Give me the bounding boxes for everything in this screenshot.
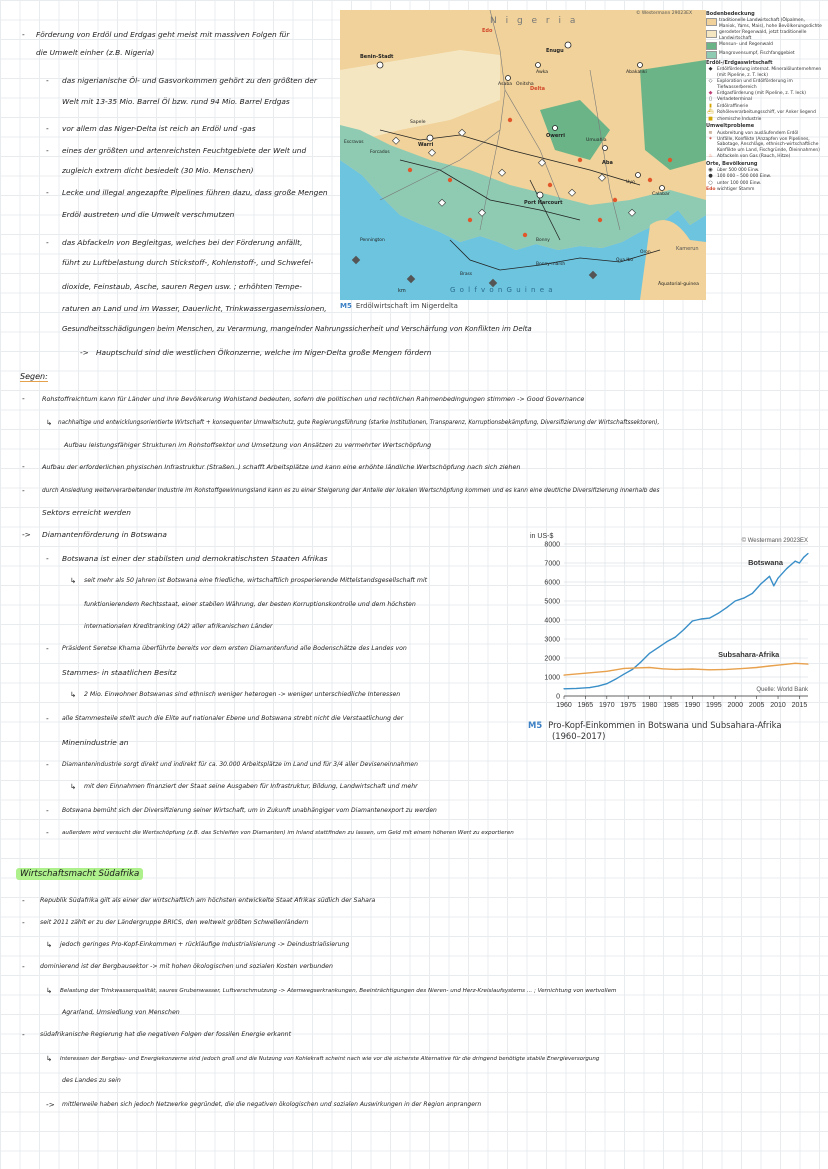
note-line: mittlerweile haben sich jedoch Netzwerke gegründet, die die negativen ökologischen und sozialen Auswirkungen in der Region anprangern (62, 1101, 482, 1108)
map-place-label: Forcados (370, 150, 390, 155)
bullet: - (46, 828, 49, 837)
x-tick-label: 1995 (706, 702, 722, 709)
income-chart (528, 530, 818, 720)
note-line: seit mehr als 50 Jahren ist Botswana eine friedliche, wirtschaftlich prosperierende Mittelstandsgesellschaft mit (84, 577, 428, 584)
legend-row (706, 168, 822, 173)
data-point (709, 618, 710, 619)
gas-icon: ◆ (708, 90, 713, 97)
note-line: durch Ansiedlung weiterverarbeitender Industrie im Rohstoffgewinnungsland kann es zu einer Steigerung der Anteile der lokalen Wertschöpfung kommen und es kann eine deutliche Diversifizierung innerhalb des (42, 488, 660, 494)
map-place-label: Bonny-marsh (536, 262, 566, 267)
y-tick-label: 3000 (544, 636, 560, 644)
hook: ↳ (70, 782, 77, 791)
map-place-label: Sapele (410, 120, 426, 125)
data-point (773, 585, 774, 586)
data-point (692, 620, 693, 621)
x-tick-label: 1990 (684, 702, 701, 709)
data-point (576, 688, 577, 689)
note-line: seit 2011 zählt er zu der Ländergruppe BRICS, den weltweit größten Schwellenländern (40, 919, 309, 926)
map-legend (706, 10, 822, 300)
series-label-botswana: Botswana (748, 557, 783, 567)
y-tick-label: 0 (556, 693, 560, 701)
note-line: Minenindustrie an (62, 738, 129, 747)
data-point (743, 668, 744, 669)
data-point (769, 576, 770, 577)
data-point (632, 669, 633, 670)
legend-row (706, 137, 822, 153)
flare-icon: ♨ (708, 153, 713, 160)
legend-title-places: Orte, Bevölkerung (706, 160, 758, 167)
y-tick-label: 4000 (544, 617, 560, 625)
data-point (735, 600, 736, 601)
note-line: Interessen der Bergbau- und Energiekonzerne sind jedoch groß und die Nutzung von Kohlekraft scheint nach wie vor die sicherste Alternative für die dringend benötigte stabile Energieversorgung (60, 1056, 600, 1062)
data-point (769, 665, 770, 666)
data-point (675, 669, 676, 670)
legend-title-land: Bodenbedeckung (706, 11, 755, 17)
swatch-forest (706, 42, 717, 50)
swatch-cleared (706, 30, 717, 38)
note-line: das Abfackeln von Begleitgas, welches bei der Förderung anfällt, (62, 238, 303, 247)
hook: ↳ (70, 690, 77, 699)
city-medium-icon: ● (708, 173, 713, 180)
x-tick-label: 2015 (791, 702, 808, 709)
note-line: Erdöl austreten und die Umwelt verschmutzen (62, 210, 235, 219)
income-chart-svg (528, 530, 818, 720)
x-tick-label: 1960 (556, 702, 572, 709)
note-line: Sektors erreicht werden (42, 508, 131, 517)
arrow: -> (22, 530, 31, 539)
data-point (683, 629, 684, 630)
legend-label: traditionelle Landwirtschaft (Ölpalmen, Maniok, Yams, Mais), hohe Bevölkerungsdichte (719, 18, 822, 29)
data-point (718, 613, 719, 614)
note-line: alle Stammesteile stellt auch die Elite auf nationaler Ebene und Botswana strebt nicht die Verstaatlichung der (62, 715, 404, 722)
note-line: mit den Einnahmen finanziert der Staat seine Ausgaben für Infrastruktur, Bildung, Landwirtschaft und mehr (84, 783, 418, 790)
bullet: - (46, 238, 49, 247)
note-line: südafrikanische Regierung hat die negativen Folgen der fossilen Energie erkannt (40, 1031, 292, 1038)
data-point (786, 568, 787, 569)
note-line: Präsident Seretse Khama überführte bereits vor dem ersten Diamantenfund alle Bodenschätze des Landes von (62, 645, 407, 652)
hook: ↳ (46, 418, 53, 427)
y-tick-label: 7000 (544, 560, 560, 568)
x-tick-label: 1975 (620, 702, 636, 709)
map-place-label: Benin-Stadt (360, 54, 394, 60)
legend-label: Ausbreitung von ausläufendem Erdöl (717, 130, 799, 136)
note-line: funktionierendem Rechtsstaat, einer stabilen Währung, der besten Korruptionskontrolle und dem höchsten (84, 601, 416, 608)
bullet: - (22, 896, 25, 905)
note-line: Stammes- in staatlichen Besitz (62, 668, 177, 677)
data-point (756, 667, 757, 668)
note-line: Botswana ist einer der stabilsten und demokratischsten Staaten Afrikas (62, 554, 328, 563)
arrow: -> (46, 1100, 55, 1109)
legend-row (706, 67, 822, 78)
bullet: - (22, 918, 25, 927)
data-point (623, 668, 624, 669)
note-line: raturen an Land und im Wasser, Dauerlicht, Trinkwassergasemissionen, (62, 304, 327, 313)
map-tribe-label: Delta (530, 86, 546, 92)
map-caption-text: Erdölwirtschaft im Nigerdelta (355, 302, 458, 310)
series-label-subsahara: Subsahara-Afrika (718, 650, 780, 660)
chart-caption-line2: (1960–2017) (552, 731, 606, 741)
x-tick-label: 2005 (748, 702, 765, 709)
y-axis-label: in US-$ (530, 533, 554, 540)
legend-label: 100 000 – 500 000 Einw. (717, 174, 772, 180)
note-line: Botswana bemüht sich der Diversifizierung seiner Wirtschaft, um in Zukunft unabhängiger vom Diamantenexport zu werden (62, 807, 437, 814)
data-point (795, 663, 796, 664)
data-point (700, 618, 701, 619)
swatch-mangrove (706, 51, 717, 59)
note-line: Aufbau der erforderlichen physischen Infrastruktur (Straßen..) schafft Arbeitsplätze und kann eine erhöhte ländliche Wertschöpfung nach sich ziehen (42, 463, 521, 471)
map-place-label: Escravos (344, 140, 364, 145)
note-line: Hauptschuld sind die westlichen Ölkonzerne, welche im Niger-Delta große Mengen fördern (96, 348, 432, 357)
data-point (807, 553, 808, 554)
chart-copyright: © Westermann 29023EX (741, 538, 808, 544)
map-place-label: Uyo (626, 180, 635, 185)
bullet: - (46, 188, 49, 197)
data-point (726, 607, 727, 608)
note-line: internationalen Kreditranking (A2) aller afrikanischen Länder (84, 623, 273, 630)
oil-spill-icon: ≋ (708, 129, 713, 136)
hook: ↳ (46, 986, 53, 995)
data-point (675, 637, 676, 638)
data-point (726, 669, 727, 670)
legend-row (706, 97, 822, 102)
legend-label: Rohöleverarbeitungsschiff, vor Anker liegend (717, 110, 816, 116)
legend-row (706, 181, 822, 186)
x-tick-label: 1980 (641, 702, 658, 709)
note-line: vor allem das Niger-Delta ist reich an Erdöl und -gas (62, 124, 256, 133)
data-point (662, 668, 663, 669)
legend-row (706, 154, 822, 159)
x-tick-label: 1970 (599, 702, 615, 709)
y-tick-label: 5000 (544, 598, 560, 606)
legend-label: Exploration und Erdölförderung im Tiefwasserbereich (717, 79, 793, 90)
y-tick-label: 1000 (544, 674, 560, 682)
y-tick-label: 8000 (544, 541, 560, 549)
map-sea-label: G o l f v o n G u i n e a (450, 286, 554, 294)
swatch-agri (706, 18, 717, 26)
legend-row (706, 18, 822, 29)
data-point (585, 673, 586, 674)
data-point (623, 674, 624, 675)
legend-row (706, 117, 822, 122)
note-line: Diamantenförderung in Botswana (42, 530, 167, 539)
note-line: die Umwelt einher (z.B. Nigeria) (36, 48, 155, 57)
tribe-key: Edo (706, 187, 716, 193)
legend-label: Abfackeln von Gas (Rauch, Hitze) (717, 154, 791, 160)
arrow: -> (80, 348, 89, 357)
ship-icon: ⛴ (707, 109, 714, 116)
legend-label: wichtiger Stamm (717, 187, 755, 193)
legend-row (706, 51, 822, 59)
note-line: außerdem wird versucht die Wertschöpfung (z.B. das Schleifen von Diamanten) im Inland stattfinden zu lassen, um Geld mit einem höheren Wert zu exportieren (62, 830, 514, 836)
bullet: - (46, 554, 49, 563)
legend-label: unter 100 000 Einw. (717, 180, 762, 186)
city-large-icon: ◉ (708, 166, 713, 173)
city-small-icon: ○ (708, 179, 713, 186)
map-place-label: Umuahia (586, 138, 607, 143)
map-place-label: Enugu (546, 48, 564, 54)
offshore-icon: ◇ (708, 78, 713, 85)
data-point (589, 687, 590, 688)
y-tick-label: 6000 (544, 579, 560, 587)
data-point (606, 671, 607, 672)
note-line: Republik Südafrika gilt als einer der wirtschaftlich am höchsten entwickelte Staat Afrikas südlich der Sahara (40, 897, 376, 904)
data-point (563, 688, 564, 689)
bullet: - (22, 462, 25, 471)
bullet: - (46, 760, 49, 769)
niger-delta-map (340, 10, 706, 300)
legend-row (706, 110, 822, 115)
bullet: - (46, 644, 49, 653)
note-line: nachhaltige und entwicklungsorientierte Wirtschaft + konsequenter Umweltschutz, gute Regierungsführung (starke Institutionen, Transparenz, Korruptionsbekämpfung, Diversifizierung der Wirtschaftssektoren), (58, 420, 660, 426)
data-point (692, 668, 693, 669)
note-line: das nigerianische Öl- und Gasvorkommen gehört zu den größten der (62, 76, 317, 85)
bullet: - (46, 124, 49, 133)
bullet: - (46, 76, 49, 85)
map-place-label: Kamerun (676, 246, 699, 252)
conflict-icon: ✶ (708, 135, 713, 142)
map-place-label: Onitsha (516, 82, 534, 87)
data-point (799, 562, 800, 563)
legend-title-env: Umweltprobleme (706, 123, 755, 130)
data-point (795, 561, 796, 562)
data-point (658, 647, 659, 648)
section-heading-segen: Segen: (20, 372, 48, 381)
legend-label: Unfälle, Konflikte (Anzapfen von Pipelines, Sabotage, Anschläge, ethnisch-wirtschaftliche Konflikte um Land, Fischgründe, Ölеinnahmen) (717, 136, 820, 153)
bullet: - (22, 962, 25, 971)
data-point (709, 669, 710, 670)
x-tick-label: 1985 (663, 702, 679, 709)
data-point (636, 667, 637, 668)
data-point (640, 661, 641, 662)
note-line: 2 Mio. Einwohner Botswanas sind ethnisch weniger heterogen -> weniger unterschiedliche Interessen (84, 691, 401, 698)
data-point (777, 578, 778, 579)
data-point (598, 686, 599, 687)
note-line: führt zu Luftbelastung durch Stickstoff-, Kohlenstoff-, und Schwefel- (62, 258, 314, 267)
legend-label: Erdölförderung internat. Mineralölunternehmen (mit Pipeline, z. T. leck) (717, 67, 822, 78)
hook: ↳ (46, 940, 53, 949)
bullet: - (46, 806, 49, 815)
map-place-label: Awka (536, 70, 549, 75)
chemical-icon: ■ (708, 115, 713, 122)
legend-label: Verladeterminal (717, 97, 752, 103)
data-point (649, 653, 650, 654)
data-point (666, 641, 667, 642)
data-point (606, 683, 607, 684)
map-place-label: Warri (418, 142, 434, 148)
map-scale-label: km (398, 288, 406, 294)
section-heading-suedafrika: Wirtschaftsmacht Südafrika (16, 868, 143, 880)
legend-label: Erdölraffinerie (717, 103, 749, 109)
chart-caption (528, 720, 781, 742)
data-point (760, 583, 761, 584)
note-line: jedoch geringes Pro-Kopf-Einkommen + rückläufige Industrialisierung -> Deindustrialisierung (60, 941, 350, 948)
note-line: eines der größten und artenreichsten Feuchtgebiete der Welt und (62, 146, 307, 155)
data-point (752, 593, 753, 594)
legend-label: gerodeter Regenwald, jetzt traditionelle Landwirtschaft (719, 30, 807, 41)
legend-row (706, 79, 822, 90)
map-place-label: Qua Ibo (616, 258, 634, 263)
bullet: - (46, 146, 49, 155)
map-place-label: Brass (460, 272, 473, 277)
bullet: - (46, 714, 49, 723)
map-copyright: © Westermann 29023EX (636, 11, 693, 16)
legend-row (706, 30, 822, 41)
legend-row (706, 91, 822, 96)
map-place-label: Oron (640, 250, 651, 255)
note-line: dioxide, Feinstaub, Asche, sauren Regen usw. ; erhöhten Tempe- (62, 282, 302, 291)
map-place-label: Pennington (360, 238, 385, 243)
hook: ↳ (70, 576, 77, 585)
map-place-label: Owerri (546, 133, 565, 139)
oil-derrick-icon: ◆ (708, 66, 713, 73)
note-line: des Landes zu sein (62, 1077, 121, 1084)
data-point (615, 679, 616, 680)
bullet: - (22, 394, 25, 403)
legend-row (706, 187, 822, 192)
note-line: dominierend ist der Bergbausektor -> mit hohen ökologischen und sozialen Kosten verbunden (40, 963, 333, 970)
legend-label: Mangrovensumpf, Fischfanggebiet (719, 51, 795, 57)
data-point (563, 675, 564, 676)
bullet: - (22, 30, 25, 39)
legend-label: chemische Industrie (717, 116, 762, 122)
legend-row (706, 174, 822, 179)
legend-title-oil: Erdöl-/Erdgaswirtschaft (706, 60, 773, 67)
data-point (649, 667, 650, 668)
note-line: Aufbau leistungsfähiger Strukturen im Rohstoffsektor und Umsetzung von Ansätzen zu vermehrter Wertschöpfung (64, 441, 432, 449)
data-point (782, 664, 783, 665)
hook: ↳ (46, 1054, 53, 1063)
legend-row (706, 104, 822, 109)
chart-caption-line1: Pro-Kopf-Einkommen in Botswana und Subsahara-Afrika (548, 720, 782, 730)
map-caption (340, 302, 458, 310)
data-point (807, 663, 808, 664)
note-line: Diamantenindustrie sorgt direkt und indirekt für ca. 30.000 Arbeitsplätze im Land und für 3/4 aller Deviseneinnahmen (62, 761, 418, 768)
note-line: Förderung von Erdöl und Erdgas geht meist mit massiven Folgen für (36, 30, 290, 39)
legend-row (706, 42, 822, 50)
legend-label: Monsun- und Regenwald (719, 42, 773, 48)
bullet: - (22, 486, 25, 495)
refinery-icon: ▮ (709, 102, 712, 109)
y-tick-label: 2000 (544, 655, 560, 663)
note-line: Gesundheitsschädigungen beim Menschen, zu Verarmung, mangelnder Nahrungssicherheit und Verschärfung von Konflikten im Delta (62, 325, 532, 333)
rainforest-area (640, 60, 706, 170)
data-point (743, 598, 744, 599)
note-line: Belastung der Trinkwasserqualität, saures Grubenwasser, Luftverschmutzung -> Atemwegserkrankungen, Beeinträchtigungen des Nieren- und Herz-Kreislaufsystems ... ; Vernichtung von wertvollem (60, 988, 617, 994)
legend-label: über 500 000 Einw. (717, 167, 760, 173)
x-tick-label: 1965 (577, 702, 594, 709)
map-place-label: Port Harcourt (524, 200, 563, 206)
note-line: Welt mit 13-35 Mio. Barrel Öl bzw. rund 94 Mio. Barrel Erdgas (62, 97, 290, 106)
map-place-label: Aba (602, 160, 613, 166)
note-line: Agrarland, Umsiedlung von Menschen (62, 1009, 180, 1016)
map-tribe-label: Edo (482, 28, 493, 34)
map-caption-number: M5 (340, 302, 352, 310)
map-country-label: N i g e r i a (490, 16, 579, 26)
legend-row (706, 131, 822, 136)
map-aeq-label: Äquatorial-guinea (658, 282, 699, 287)
map-place-label: Abakaliki (626, 70, 647, 75)
note-line: Rohstoffreichtum kann für Länder und ihre Bevölkerung Wohlstand bedeuten, sofern die politischen und rechtlichen Rahmenbedingungen stimmen -> Good Governance (42, 395, 585, 403)
note-line: Lecke und illegal angezapfte Pipelines führen dazu, dass große Mengen (62, 188, 328, 197)
x-tick-label: 2010 (770, 702, 786, 709)
data-point (803, 557, 804, 558)
note-line: zugleich extrem dicht besiedelt (30 Mio. Menschen) (62, 166, 254, 175)
series-line-subsahara (564, 663, 808, 675)
map-place-label: Calabar (652, 192, 670, 197)
bullet: - (22, 1030, 25, 1039)
map-place-label: Asaba (498, 82, 513, 87)
chart-source: Quelle: World Bank (756, 687, 808, 693)
chart-caption-number: M5 (528, 720, 543, 730)
legend-label: Erdgasförderung (mit Pipeline, z. T. leck) (717, 91, 806, 97)
terminal-icon: ▯ (709, 96, 712, 103)
map-graphic (340, 10, 706, 300)
x-tick-label: 2000 (727, 702, 744, 709)
map-place-label: Bonny (536, 238, 550, 243)
